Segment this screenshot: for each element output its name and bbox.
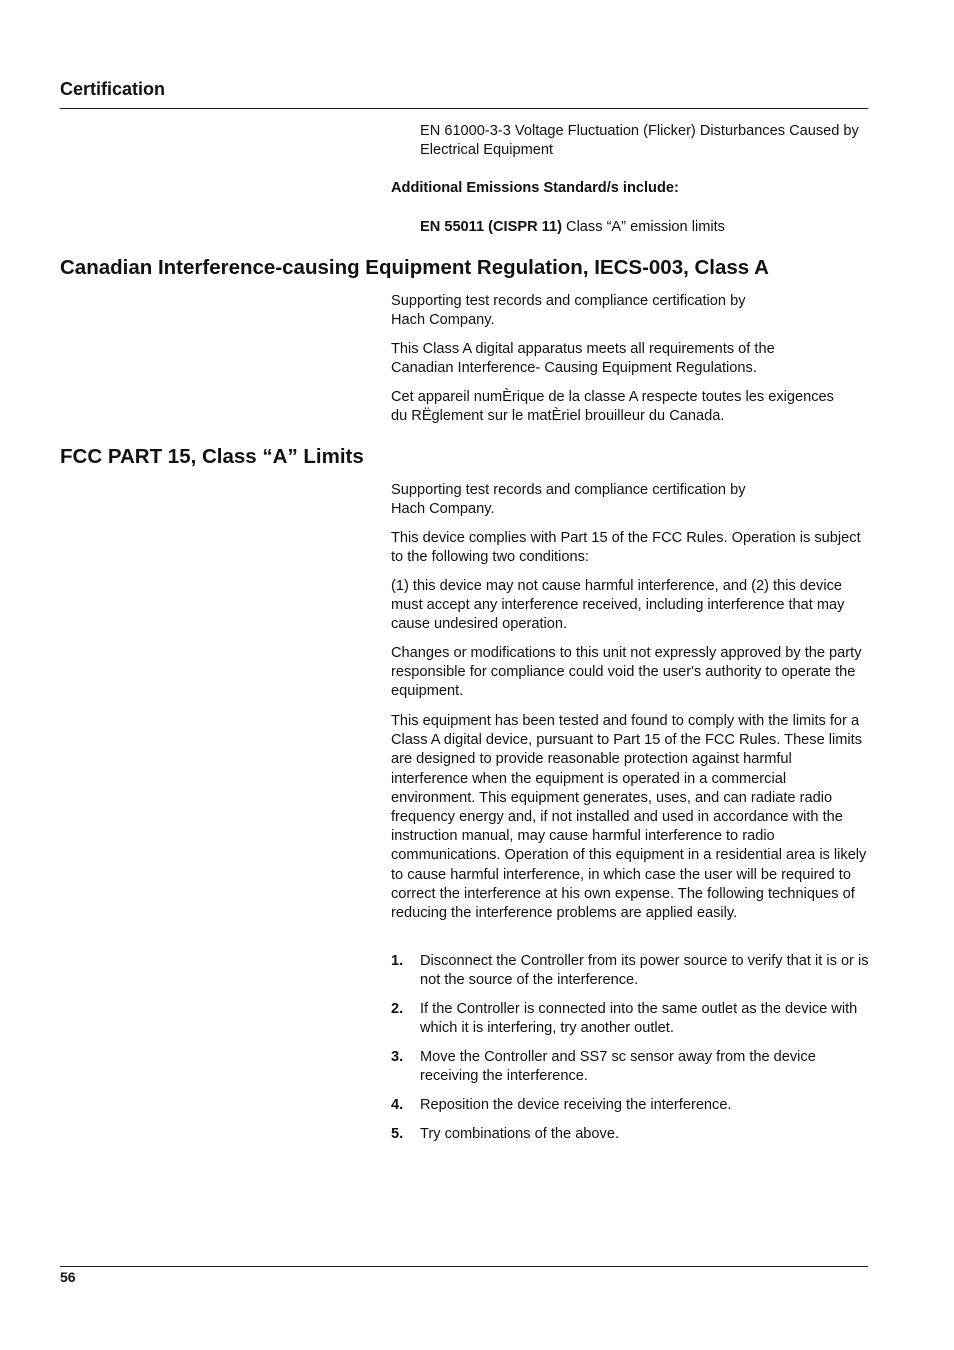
fcc-heading: FCC PART 15, Class “A” Limits [60,445,364,468]
step-1-text: Disconnect the Controller from its power source to verify that it is or is not the source of the interference. [420,953,869,989]
canadian-paragraph-3: Cet appareil numÈrique de la classe A respecte toutes les exigences du RËglement sur le matÈriel brouilleur du Canada. [391,389,834,425]
step-4-text: Reposition the device receiving the interference. [420,1097,732,1113]
en55011-description: Class “A” emission limits [561,219,725,235]
canadian-p1-line2: Hach Company. [391,312,495,329]
step-2-number: 2. [391,1001,404,1017]
fcc-paragraph-1 [391,481,869,519]
header-rule [60,108,868,109]
section-header-title: Certification [60,79,166,99]
canadian-p1-line1: Supporting test records and compliance certification by [391,293,746,309]
canadian-heading: Canadian Interference-causing Equipment Regulation, IECS-003, Class A [60,256,769,279]
en55011-standard-name: EN 55011 (CISPR 11) [420,219,562,235]
step-5-number: 5. [391,1126,404,1142]
footer-rule [60,1266,868,1267]
page-number: 56 [60,1269,76,1285]
fcc-p1-line1: Supporting test records and compliance certification by [391,482,746,498]
fcc-p1-line2: Hach Company. [391,501,495,518]
en61000-paragraph: EN 61000-3-3 Voltage Fluctuation (Flicker) Disturbances Caused by Electrical Equipment [420,123,859,159]
step-3-text: Move the Controller and SS7 sc sensor away from the device receiving the interference. [420,1049,816,1085]
additional-emissions-heading: Additional Emissions Standard/s include: [391,180,679,196]
fcc-paragraph-5: This equipment has been tested and found to comply with the limits for a Class A digital device, pursuant to Part 15 of the FCC Rules. These limits are designed to provide reasonable protection against harmful interference when the equipment is operated in a commercial environment. This equipment generates, uses, and can radiate radio frequency energy and, if not installed and used in accordance with the instruction manual, may cause harmful interference to radio communications. Operation of this equipment in a residential area is likely to cause harmful interference, in which case the user will be required to correct the interference at his own expense. The following techniques of reducing the interference problems are applied easily. [391,713,867,922]
fcc-paragraph-2: This device complies with Part 15 of the FCC Rules. Operation is subject to the following two conditions: [391,530,861,566]
step-4-number: 4. [391,1097,404,1113]
canadian-paragraph-2: This Class A digital apparatus meets all requirements of the Canadian Interference- Causing Equipment Regulations. [391,341,775,377]
step-1-number: 1. [391,953,404,969]
fcc-paragraph-4: Changes or modifications to this unit not expressly approved by the party responsible for compliance could void the user's authority to operate the equipment. [391,645,862,700]
en55011-paragraph [420,218,869,237]
canadian-paragraph-1 [391,292,869,330]
step-2-text: If the Controller is connected into the same outlet as the device with which it is interfering, try another outlet. [420,1001,858,1037]
step-5-text: Try combinations of the above. [420,1126,620,1142]
fcc-paragraph-3: (1) this device may not cause harmful interference, and (2) this device must accept any interference received, including interference that may cause undesired operation. [391,578,845,633]
step-3-number: 3. [391,1049,404,1065]
